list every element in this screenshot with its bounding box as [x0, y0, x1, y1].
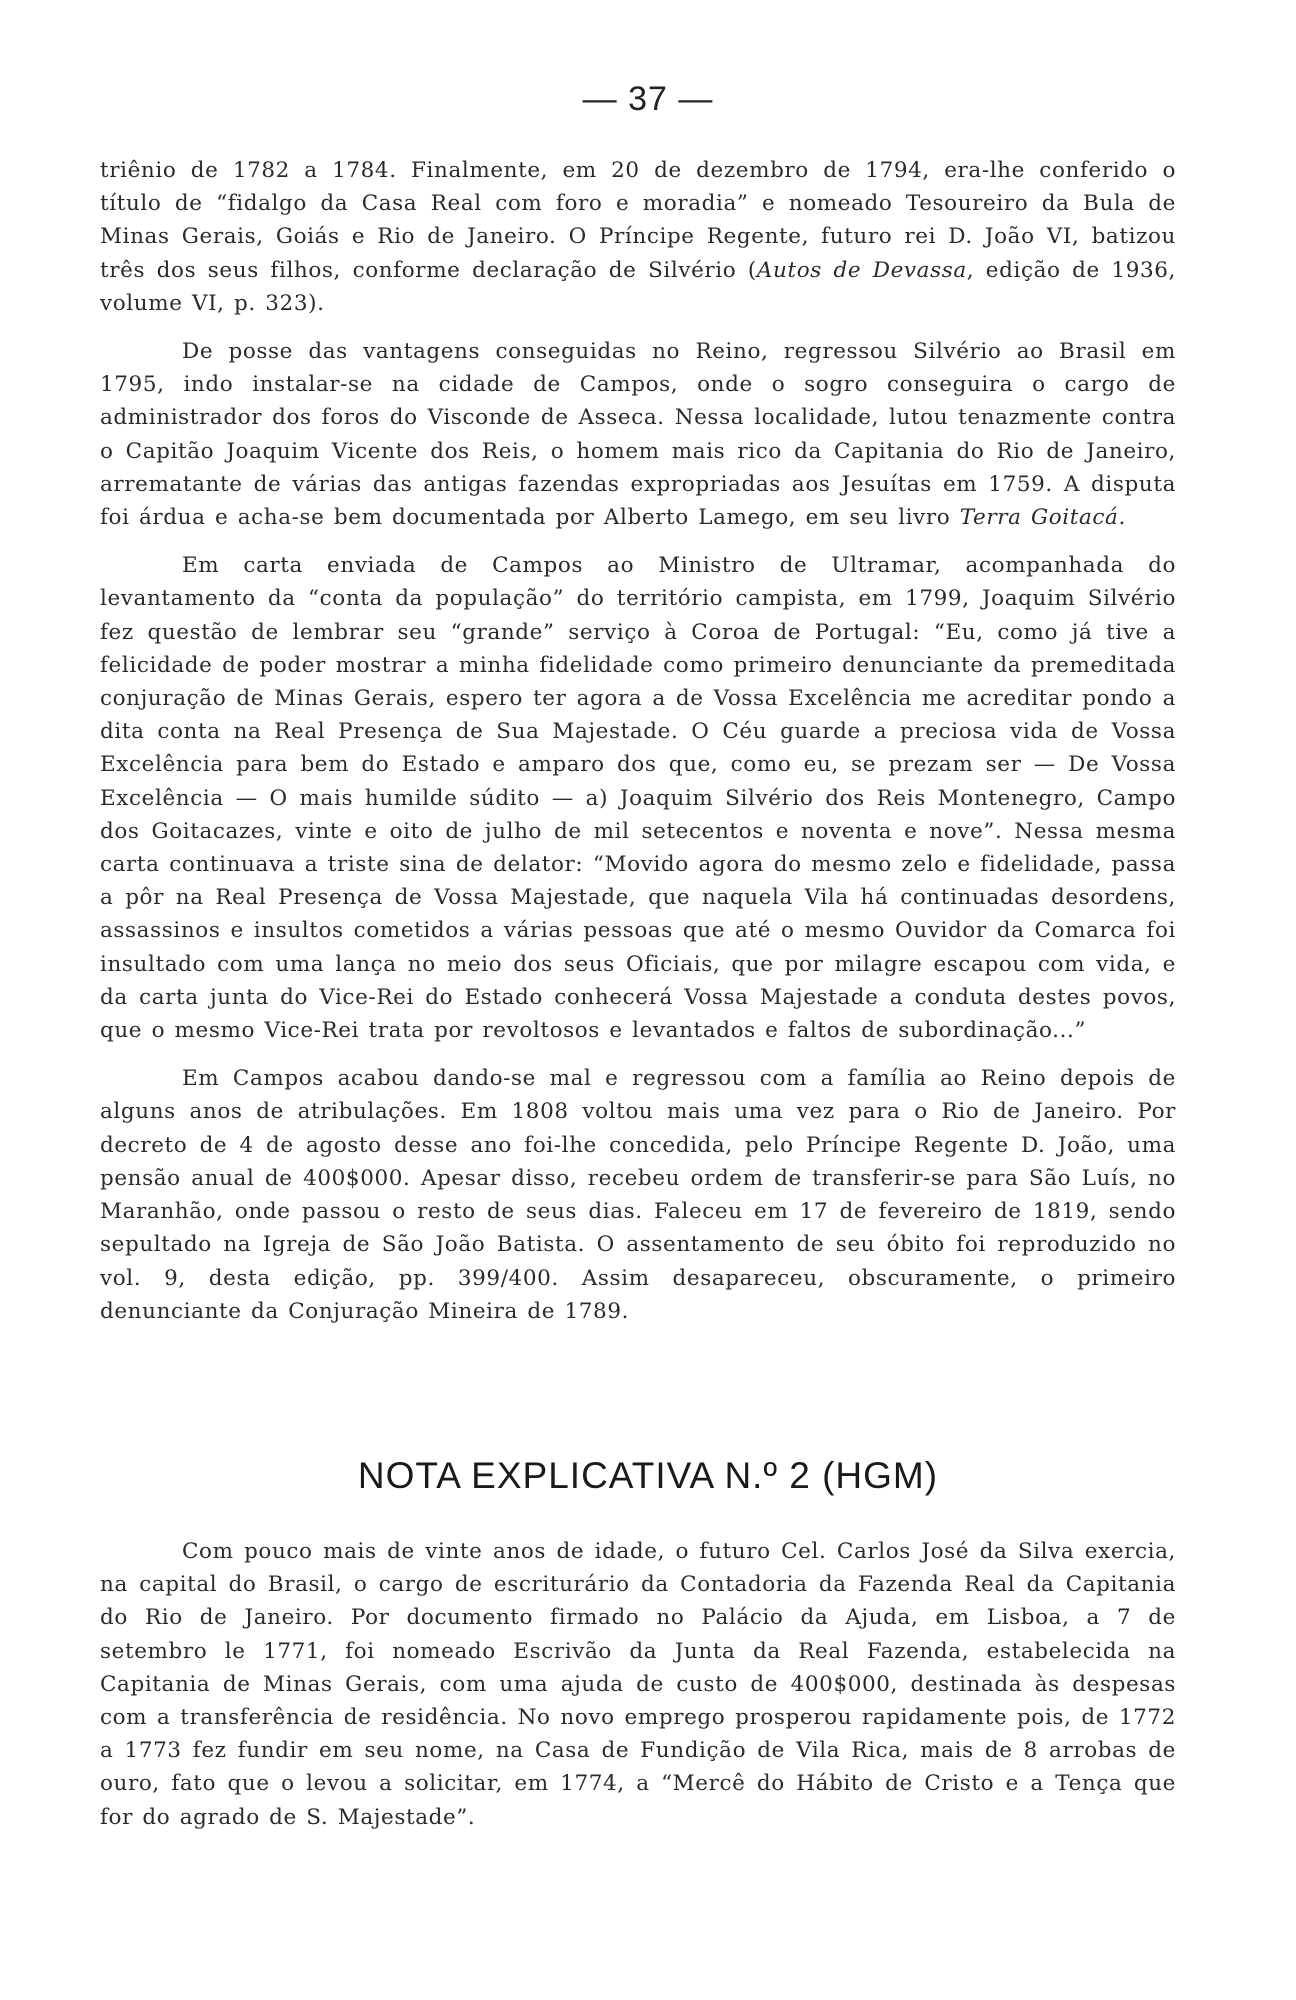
paragraph-1 [100, 154, 1176, 320]
paragraph-3-text: Em carta enviada de Campos ao Ministro de Ultramar, acompanhada do levantamento da “conta da população” do território campista, em 1799, Joaquim Silvério fez questão de lembrar seu “grande” serviço à Coroa de Portugal: “Eu, como já tive a felicidade de poder mostrar a minha fidelidade como primeiro denunciante da premeditada conjuração de Minas Gerais, espero ter agora a de Vossa Excelência me acreditar pondo a dita conta na Real Presença de Sua Majestade. O Céu guarde a preciosa vida de Vossa Excelência para bem do Estado e amparo dos que, como eu, se prezam ser — De Vossa Excelência — O mais humilde súdito — a) Joaquim Silvério dos Reis Montenegro, Campo dos Goitacazes, vinte e oito de julho de mil setecentos e noventa e nove”. Nessa mesma carta continuava a triste sina de delator: “Movido agora do mesmo zelo e fidelidade, passa a pôr na Real Presença de Vossa Majestade, que naquela Vila há continuadas desordens, assassinos e insultos cometidos a várias pessoas que até o mesmo Ouvidor da Comarca foi insultado com uma lança no meio dos seus Oficiais, que por milagre escapou com vida, e da carta junta do Vice-Rei do Estado conhecerá Vossa Majestade a conduta destes povos, que o mesmo Vice-Rei trata por revoltosos e levantados e faltos de subordinação...” [100, 553, 1176, 1044]
body-text-bottom [100, 1535, 1176, 1834]
paragraph-1-italic-title: Autos de Devassa [756, 257, 967, 283]
paragraph-2 [100, 335, 1176, 534]
body-text-top [100, 154, 1176, 1328]
page-number: — 37 — [582, 80, 714, 118]
paragraph-5-text: Com pouco mais de vinte anos de idade, o futuro Cel. Carlos José da Silva exercia, na capital do Brasil, o cargo de escriturário da Contadoria da Fazenda Real da Capitania do Rio de Janeiro. Por documento firmado no Palácio da Ajuda, em Lisboa, a 7 de setembro le 1771, foi nomeado Escrivão da Junta da Real Fazenda, estabelecida na Capitania de Minas Gerais, com uma ajuda de custo de 400$000, destinada às despesas com a transferência de residência. No novo emprego prosperou rapidamente pois, de 1772 a 1773 fez fundir em seu nome, na Casa de Fundição de Vila Rica, mais de 8 arrobas de ouro, fato que o levou a solicitar, em 1774, a “Mercê do Hábito de Cristo e a Tença que for do agrado de S. Majestade”. [100, 1539, 1176, 1830]
paragraph-1-text-end: , edição de 1936, volume VI, p. 323). [100, 257, 1176, 316]
paragraph-4-text: Em Campos acabou dando-se mal e regressou com a família ao Reino depois de alguns anos de atribulações. Em 1808 voltou mais uma vez para o Rio de Janeiro. Por decreto de 4 de agosto desse ano foi-lhe concedida, pelo Príncipe Regente D. João, uma pensão anual de 400$000. Apesar disso, recebeu ordem de transferir-se para São Luís, no Maranhão, onde passou o resto de seus dias. Faleceu em 17 de fevereiro de 1819, sendo sepultado na Igreja de São João Batista. O assentamento de seu óbito foi reproduzido no vol. 9, desta edição, pp. 399/400. Assim desapareceu, obscuramente, o primeiro denunciante da Conjuração Mineira de 1789. [100, 1066, 1176, 1324]
paragraph-2-italic-title: Terra Goitacá [959, 505, 1119, 531]
paragraph-2-text-end: . [1118, 505, 1126, 531]
paragraph-1-text: triênio de 1782 a 1784. Finalmente, em 20 de dezembro de 1794, era-lhe conferido o título de “fidalgo da Casa Real com foro e moradia” e nomeado Tesoureiro da Bula de Minas Gerais, Goiás e Rio de Janeiro. O Príncipe Regente, futuro rei D. João VI, batizou três dos seus filhos, conforme declaração de Silvério ( [100, 158, 1176, 283]
paragraph-5 [100, 1535, 1176, 1834]
paragraph-3 [100, 549, 1176, 1047]
paragraph-2-text: De posse das vantagens conseguidas no Reino, regressou Silvério ao Brasil em 1795, indo instalar-se na cidade de Campos, onde o sogro conseguira o cargo de administrador dos foros do Visconde de Asseca. Nessa localidade, lutou tenazmente contra o Capitão Joaquim Vicente dos Reis, o homem mais rico da Capitania do Rio de Janeiro, arrematante de várias das antigas fazendas expropriadas aos Jesuítas em 1759. A disputa foi árdua e acha-se bem documentada por Alberto Lamego, em seu livro [100, 339, 1176, 531]
paragraph-4 [100, 1062, 1176, 1328]
section-heading: NOTA EXPLICATIVA N.º 2 (HGM) [357, 1455, 939, 1496]
